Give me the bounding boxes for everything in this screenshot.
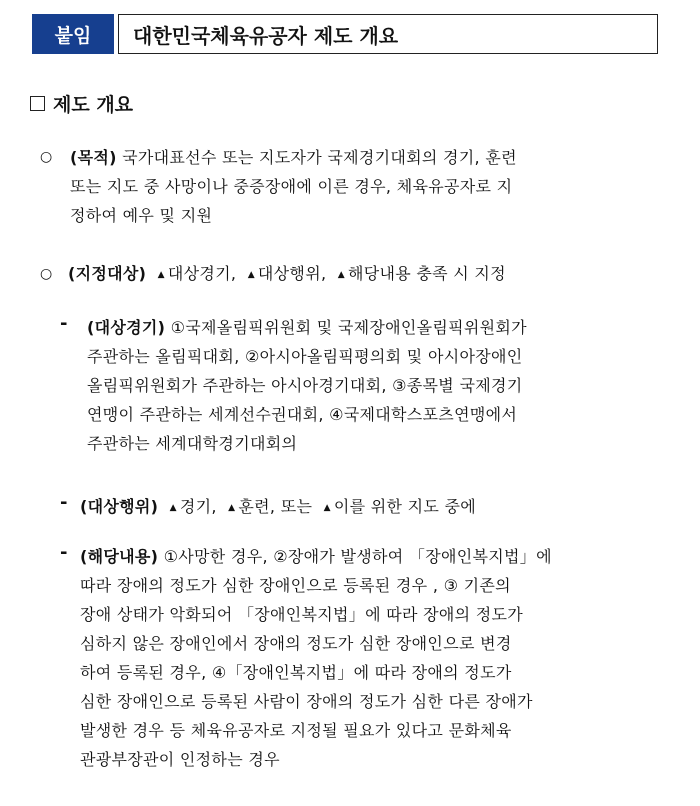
content-line: 장애 상태가 악화되어 「장애인복지법」에 따라 장애의 정도가 [80,605,524,624]
purpose-label: (목적) [70,148,117,167]
content-paragraph [80,542,552,774]
target-item: 대상경기, [167,264,237,283]
target-paragraph [68,259,506,290]
content-line: 심하지 않은 장애인에서 장애의 정도가 심한 장애인으로 변경 [80,634,512,653]
content-line: 심한 장애인으로 등록된 사람이 장애의 정도가 심한 다른 장애가 [80,692,533,711]
section-heading [30,90,133,117]
events-line: 주관하는 올림픽대회, ②아시아올림픽평의회 및 아시아장애인 [87,347,523,366]
actions-item: 경기, [179,497,217,516]
events-line: 연맹이 주관하는 세계선수권대회, ④국제대학스포츠연맹에서 [87,405,518,424]
document-title: 대한민국체육유공자 제도 개요 [118,14,658,54]
purpose-line: 또는 지도 중 사망이나 중증장애에 이른 경우, 체육유공자로 지 [70,177,513,196]
dash-bullet-icon: - [60,313,68,334]
actions-paragraph [80,492,476,523]
square-bullet-icon [30,96,45,111]
actions-label: (대상행위) [80,497,159,516]
content-label: (해당내용) [80,547,159,566]
triangle-bullet-icon: ▲ [157,270,165,280]
content-line: 따라 장애의 정도가 심한 장애인으로 등록된 경우 , ③ 기존의 [80,576,511,595]
events-line: ①국제올림픽위원회 및 국제장애인올림픽위원회가 [170,318,527,337]
content-line: 관광부장관이 인정하는 경우 [80,750,280,769]
purpose-paragraph [70,143,517,230]
triangle-bullet-icon: ▲ [247,270,255,280]
section-title: 제도 개요 [53,94,134,116]
dash-bullet-icon: - [60,542,68,563]
events-line: 주관하는 세계대학경기대회의 [87,434,298,453]
purpose-line: 정하여 예우 및 지원 [70,206,213,225]
triangle-bullet-icon: ▲ [337,270,345,280]
actions-item: 훈련, 또는 [238,497,313,516]
target-item: 대상행위, [257,264,327,283]
content-line: 하여 등록된 경우, ④「장애인복지법」에 따라 장애의 정도가 [80,663,512,682]
circle-bullet-icon: ○ [40,149,53,165]
target-label: (지정대상) [68,264,147,283]
target-item: 해당내용 충족 시 지정 [347,264,506,283]
triangle-bullet-icon: ▲ [169,503,177,513]
purpose-line: 국가대표선수 또는 지도자가 국제경기대회의 경기, 훈련 [122,148,517,167]
triangle-bullet-icon: ▲ [323,503,331,513]
dash-bullet-icon: - [60,492,68,513]
events-label: (대상경기) [87,318,166,337]
actions-item: 이를 위한 지도 중에 [333,497,477,516]
events-paragraph [87,313,527,458]
content-line: 발생한 경우 등 체육유공자로 지정될 필요가 있다고 문화체육 [80,721,512,740]
attachment-tag: 붙임 [32,14,114,54]
document-header [32,14,658,54]
triangle-bullet-icon: ▲ [228,503,236,513]
content-line: ①사망한 경우, ②장애가 발생하여 「장애인복지법」에 [163,547,552,566]
circle-bullet-icon: ○ [40,266,53,282]
events-line: 올림픽위원회가 주관하는 아시아경기대회, ③종목별 국제경기 [87,376,523,395]
